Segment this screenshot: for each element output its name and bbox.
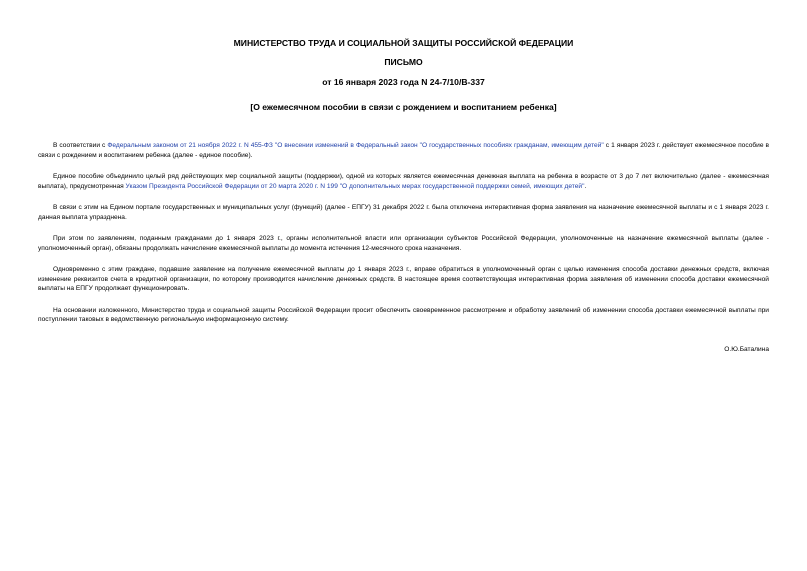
signature: О.Ю.Баталина <box>724 345 769 353</box>
document-type: ПИСЬМО <box>384 57 423 67</box>
document-page <box>38 30 769 354</box>
paragraph-4: При этом по заявлениям, поданным гражданами до 1 января 2023 г., органы исполнительной власти или организации субъектов Российской Федерации, уполномоченные на назначение ежемесячной выплаты (далее - уполномоченный орган), обязаны продолжать начисление ежемесячной выплаты до момента истечения 12-месячного срока назначения. <box>38 235 769 252</box>
paragraph-6: На основании изложенного, Министерство труда и социальной защиты Российской Федерации просит обеспечить своевременное рассмотрение и обработку заявлений об изменении способа доставки ежемесячной выплаты при поступлении таковых в ведомственную региональную информационную систему. <box>38 306 769 323</box>
document-date-number: от 16 января 2023 года N 24-7/10/В-337 <box>322 77 485 87</box>
document-subject: [О ежемесячном пособии в связи с рождением и воспитанием ребенка] <box>250 102 557 112</box>
paragraph-5: Одновременно с этим граждане, подавшие заявление на получение ежемесячной выплаты до 1 января 2023 г., вправе обратиться в уполномоченный орган с целью изменения способа доставки денежных средств, включая изменение реквизитов счета в кредитной организации, по которому производится начисление денежных средств. В настоящее время соответствующая интерактивная форма заявления об изменении способа доставки ежемесячной выплаты на ЕПГУ продолжает функционировать. <box>38 266 769 292</box>
paragraph-1-text-after: с 1 января 2023 г. действует ежемесячное пособие в связи с рождением и воспитанием ребенка (далее - единое пособие). <box>38 142 770 159</box>
paragraph-3: В связи с этим на Едином портале государственных и муниципальных услуг (функций) (далее - ЕПГУ) 31 декабря 2022 г. была отключена интерактивная форма заявления на назначение ежемесячной выплаты и с 1 января 2023 г. данная выплата упразднена. <box>38 204 769 221</box>
ministry-title: МИНИСТЕРСТВО ТРУДА И СОЦИАЛЬНОЙ ЗАЩИТЫ РОССИЙСКОЙ ФЕДЕРАЦИИ <box>233 38 574 48</box>
document-body <box>38 141 769 325</box>
paragraph-2 <box>38 172 769 191</box>
paragraph-1-text-before: В соответствии с <box>53 142 108 149</box>
federal-law-link[interactable]: Федеральным законом от 21 ноября 2022 г. N 455-ФЗ "О внесении изменений в Федеральный закон "О государственных пособиях гражданам, имеющим детей" <box>107 142 604 149</box>
paragraph-2-text-before: Единое пособие объединило целый ряд действующих мер социальной защиты (поддержки), одной из которых является ежемесячная денежная выплата на ребенка в возрасте от 3 до 7 лет включительно (далее - ежемесячная выплата), предусмотренная <box>38 173 769 190</box>
paragraph-2-text-after: . <box>584 182 587 190</box>
paragraph-1 <box>38 141 769 160</box>
presidential-decree-link[interactable]: Указом Президента Российской Федерации от 20 марта 2020 г. N 199 "О дополнительных мерах государственной поддержки семей, имеющих детей" <box>125 182 585 190</box>
